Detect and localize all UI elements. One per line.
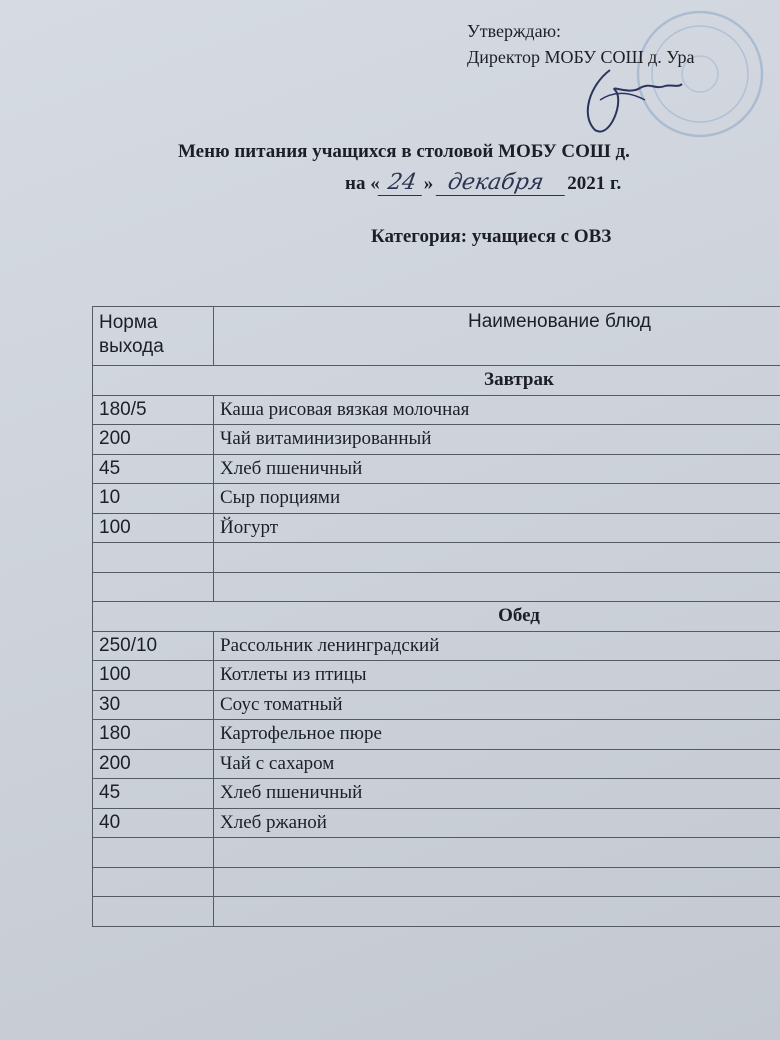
table-row	[93, 690, 780, 720]
norm-cell: 180/5	[93, 395, 214, 425]
date-day: 24	[377, 170, 426, 196]
dish-name-cell: Чай с сахаром	[214, 749, 780, 779]
table-row	[93, 867, 780, 897]
dish-name-cell	[214, 572, 780, 602]
norm-cell: 45	[93, 454, 214, 484]
table-row	[93, 838, 780, 868]
dish-name-cell: Йогурт	[214, 513, 780, 543]
norm-cell: 45	[93, 779, 214, 809]
approval-label: Утверждаю:	[467, 21, 562, 41]
norm-cell	[93, 897, 214, 927]
dish-name-cell	[214, 543, 780, 573]
title-date	[345, 170, 621, 196]
table-row	[93, 897, 780, 927]
dish-name-cell	[214, 838, 780, 868]
section-row	[93, 602, 780, 632]
header-norm: Норма выхода	[93, 307, 214, 366]
header-dish-name: Наименование блюд	[214, 307, 780, 366]
norm-cell: 200	[93, 749, 214, 779]
dish-name-cell: Хлеб пшеничный	[214, 454, 780, 484]
dish-name-cell: Картофельное пюре	[214, 720, 780, 750]
table-row	[93, 513, 780, 543]
norm-cell: 100	[93, 661, 214, 691]
dish-name-cell	[214, 867, 780, 897]
dish-name-cell: Сыр порциями	[214, 484, 780, 514]
norm-cell	[93, 838, 214, 868]
dish-name-cell: Рассольник ленинградский	[214, 631, 780, 661]
table-row	[93, 631, 780, 661]
date-month: декабря	[436, 170, 570, 196]
table-row	[93, 779, 780, 809]
table-row	[93, 395, 780, 425]
section-title: Обед	[93, 602, 780, 632]
norm-cell: 10	[93, 484, 214, 514]
norm-cell: 200	[93, 425, 214, 455]
norm-cell	[93, 572, 214, 602]
norm-cell: 100	[93, 513, 214, 543]
table-row	[93, 454, 780, 484]
date-prefix: на «	[345, 173, 380, 194]
dish-name-cell: Хлеб ржаной	[214, 808, 780, 838]
dish-name-cell: Каша рисовая вязкая молочная	[214, 395, 780, 425]
norm-cell	[93, 543, 214, 573]
date-mid: »	[423, 173, 434, 194]
approval-director: Директор МОБУ СОШ д. Ура	[467, 47, 695, 67]
table-row	[93, 572, 780, 602]
dish-name-cell: Котлеты из птицы	[214, 661, 780, 691]
dish-name-cell: Соус томатный	[214, 690, 780, 720]
table-row	[93, 543, 780, 573]
section-row	[93, 366, 780, 396]
norm-cell	[93, 867, 214, 897]
director-signature-icon	[570, 60, 690, 150]
table-row	[93, 808, 780, 838]
norm-cell: 40	[93, 808, 214, 838]
table-row	[93, 749, 780, 779]
dish-name-cell: Чай витаминизированный	[214, 425, 780, 455]
norm-cell: 30	[93, 690, 214, 720]
page-title: Меню питания учащихся в столовой МОБУ СОШ д.	[178, 141, 630, 162]
dish-name-cell: Хлеб пшеничный	[214, 779, 780, 809]
approval-block	[467, 18, 694, 70]
table-row	[93, 661, 780, 691]
norm-cell: 250/10	[93, 631, 214, 661]
dish-name-cell	[214, 897, 780, 927]
norm-cell: 180	[93, 720, 214, 750]
table-row	[93, 720, 780, 750]
table-row	[93, 425, 780, 455]
table-header-row	[93, 307, 780, 366]
section-title: Завтрак	[93, 366, 780, 396]
table-row	[93, 484, 780, 514]
category-label: Категория: учащиеся с ОВЗ	[371, 226, 612, 247]
menu-table	[92, 306, 780, 927]
date-year: 2021 г.	[567, 173, 622, 194]
